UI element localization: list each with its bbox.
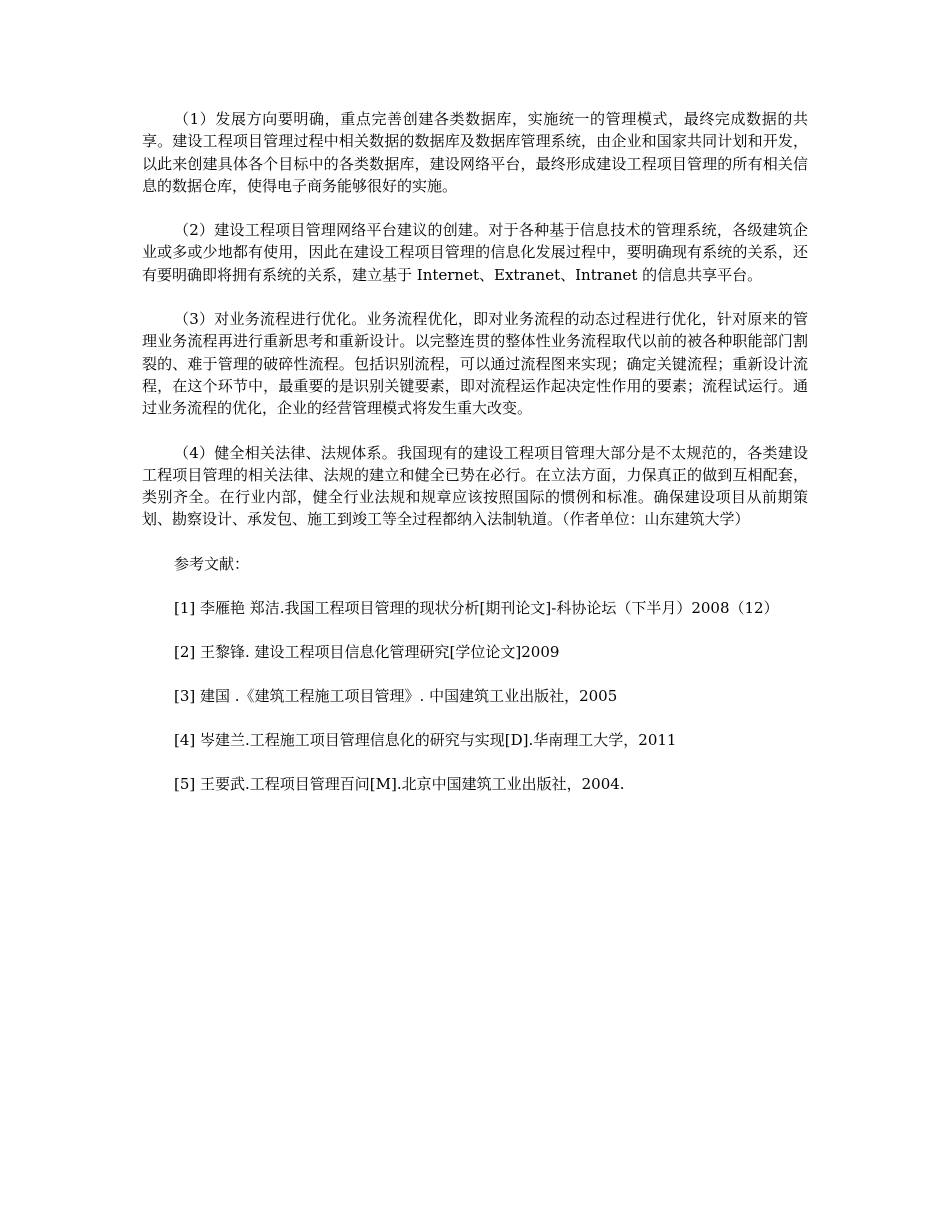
references-heading: 参考文献： [174, 554, 250, 573]
reference-item-5: [5] 王要武.工程项目管理百问[M].北京中国建筑工业出版社，2004. [174, 774, 625, 793]
reference-item-2: [2] 王黎锋. 建设工程项目信息化管理研究[学位论文]2009 [174, 642, 560, 661]
paragraph-3: （3）对业务流程进行优化。业务流程优化，即对业务流程的动态过程进行优化，针对原来的管理业务流程再进行重新思考和重新设计。以完整连贯的整体性业务流程取代以前的被各种职能部门割裂的、难于管理的破碎性流程。包括识别流程，可以通过流程图来实现；确定关键流程；重新设计流程，在这个环节中，最重要的是识别关键要素，即对流程运作起决定性作用的要素；流程试运行。通过业务流程的优化，企业的经营管理模式将发生重大改变。 [142, 310, 808, 418]
reference-item-4: [4] 岑建兰.工程施工项目管理信息化的研究与实现[D].华南理工大学，2011 [174, 730, 677, 749]
paragraph-2: （2）建设工程项目管理网络平台建议的创建。对于各种基于信息技术的管理系统，各级建筑企业或多或少地都有使用，因此在建设工程项目管理的信息化发展过程中，要明确现有系统的关系，还有要明确即将拥有系统的关系，建立基于 Internet、Extranet、Intranet 的信息共享平台。 [142, 221, 808, 284]
paragraph-4: （4）健全相关法律、法规体系。我国现有的建设工程项目管理大部分是不太规范的，各类建设工程项目管理的相关法律、法规的建立和健全已势在必行。在立法方面，力保真正的做到互相配套，类别齐全。在行业内部，健全行业法规和规章应该按照国际的惯例和标准。确保建设项目从前期策划、勘察设计、承发包、施工到竣工等全过程都纳入法制轨道。（作者单位：山东建筑大学） [142, 443, 808, 529]
reference-item-3: [3] 建国 .《建筑工程施工项目管理》. 中国建筑工业出版社，2005 [174, 686, 618, 705]
reference-item-1: [1] 李雁艳 郑洁.我国工程项目管理的现状分析[期刊论文]-科协论坛（下半月）2008（12） [174, 598, 779, 617]
paragraph-1: （1）发展方向要明确，重点完善创建各类数据库，实施统一的管理模式，最终完成数据的共享。建设工程项目管理过程中相关数据的数据库及数据库管理系统，由企业和国家共同计划和开发，以此来创建具体各个目标中的各类数据库，建设网络平台，最终形成建设工程项目管理的所有相关信息的数据仓库，使得电子商务能够很好的实施。 [142, 110, 808, 195]
